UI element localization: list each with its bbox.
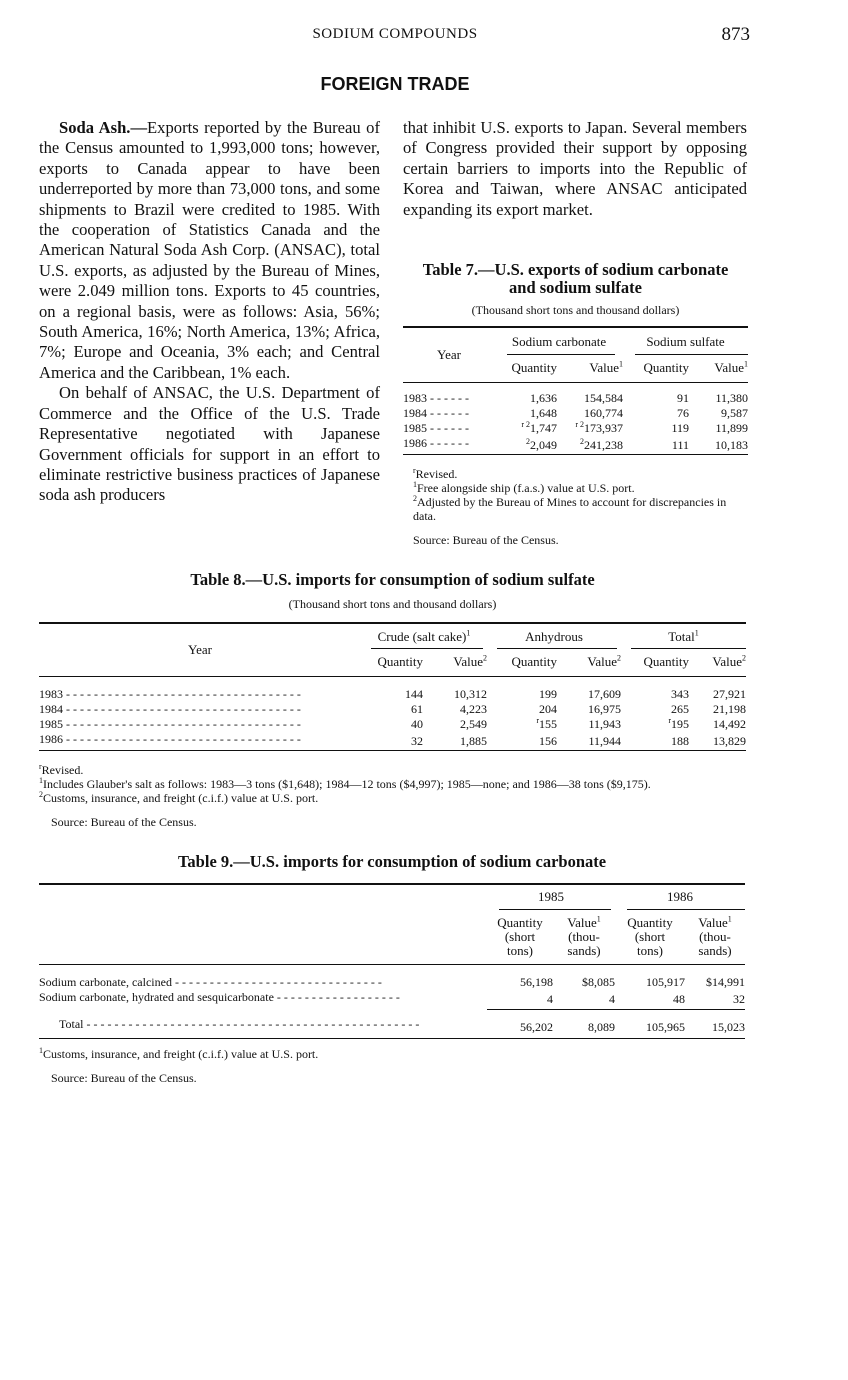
cell-ss-quantity: 76 <box>677 406 689 420</box>
table-subtitle: (Thousand short tons and thousand dollars) <box>471 303 680 317</box>
cell-1986-quantity: 48 <box>615 990 685 1009</box>
table-8 <box>39 571 746 829</box>
cell-1985-value: 8,089 <box>588 1020 615 1035</box>
note-revised: $^r$Revised. <box>39 762 84 777</box>
table-9 <box>39 853 745 1085</box>
page-number: 873 <box>721 24 750 45</box>
cell-anhydrous-value: 16,975 <box>588 702 621 716</box>
cell-anhydrous-value: 11,944 <box>588 733 621 748</box>
cell-1985-value: $8,085 <box>582 975 615 989</box>
cell-anhydrous-quantity: 204 <box>539 702 557 716</box>
col-header-quantity: Quantity (short tons) <box>627 915 673 958</box>
paragraph-ansac: On behalf of ANSAC, the U.S. Department of Commerce and the Office of the U.S. Trade Representative negotiated with Japanese Government officials for support in an effort to eliminate restrictive business practices of Japanese soda ash producers <box>39 383 380 505</box>
col-group-sodium-sulfate: Sodium sulfate <box>623 327 748 358</box>
note-2: $^2$Adjusted by the Bureau of Mines to account for discrepancies in data. <box>413 494 727 523</box>
cell-ss-value: 10,183 <box>715 437 748 452</box>
row-year: 1986 - - - - - - - - - - - - - - - - - - - - - - - - - - - - - - - - - - <box>39 732 301 746</box>
cell-anhydrous-quantity: 156 <box>539 733 557 748</box>
cell-1985-quantity: 56,198 <box>520 975 553 989</box>
cell-ss-quantity: 119 <box>671 421 689 435</box>
cell-total-quantity: 343 <box>671 687 689 701</box>
row-year: 1983 - - - - - - <box>403 391 469 405</box>
cell-total-quantity: $^r$195 <box>668 716 689 731</box>
table-notes <box>39 763 746 829</box>
col-header-quantity: Quantity (short tons) <box>497 915 543 958</box>
cell-1986-value: $14,991 <box>706 975 745 989</box>
note-1: $^1$Free alongside ship (f.a.s.) value at U.S. port. <box>413 480 635 495</box>
row-year: 1985 - - - - - - - - - - - - - - - - - - - - - - - - - - - - - - - - - - <box>39 717 301 731</box>
table-subtitle: (Thousand short tons and thousand dollars) <box>288 597 497 611</box>
col-header-value: Value$^2$ <box>587 653 621 669</box>
table-title: Table 9.—U.S. imports for consumption of sodium carbonate <box>177 852 607 871</box>
note-1: $^1$Customs, insurance, and freight (c.i.f.) value at U.S. port. <box>39 1046 319 1061</box>
run-in-heading: Soda Ash.— <box>59 118 148 137</box>
running-head: SODIUM COMPOUNDS <box>312 26 478 42</box>
row-year: 1986 - - - - - - <box>403 436 469 450</box>
table-source: Source: Bureau of the Census. <box>51 1071 197 1085</box>
table-row <box>39 687 746 702</box>
col-header-quantity: Quantity <box>643 654 689 669</box>
cell-anhydrous-value: 17,609 <box>588 687 621 701</box>
cell-sc-value: $^{r 2}$173,937 <box>575 420 623 435</box>
row-label: Sodium carbonate, calcined - - - - - - - - - - - - - - - - - - - - - - - - - - - - - - <box>39 975 382 989</box>
cell-ss-quantity: 91 <box>677 391 689 405</box>
paragraph-text: Exports reported by the Bureau of the Census amounted to 1,993,000 tons; however, exports to Canada appear to have been underreported by more than 73,000 tons, and some shipments to Brazil were credited to 1985. With the cooperation of Statistics Canada and the American Natural Soda Ash Corp. (ANSAC), total U.S. exports, as adjusted by the Bureau of Mines, were 2.049 million tons. Exports to 45 countries, on a regional basis, were as follows: Asia, 56%; South America, 16%; North America, 13%; Africa, 7%; Europe and Oceania, 3% each; and Central America and the Caribbean, 1% each. <box>39 118 380 382</box>
cell-1985-quantity: 56,202 <box>520 1020 553 1035</box>
cell-crude-value: 1,885 <box>460 733 487 748</box>
row-year: 1984 - - - - - - <box>403 406 469 420</box>
table-row-total <box>39 1009 745 1039</box>
cell-ss-value: 11,380 <box>715 391 748 405</box>
cell-1985-value: 4 <box>553 990 615 1009</box>
note-2: $^2$Customs, insurance, and freight (c.i.f.) value at U.S. port. <box>39 790 319 805</box>
cell-sc-quantity: $^{r 2}$1,747 <box>521 420 557 435</box>
cell-sc-quantity: $^2$2,049 <box>526 436 557 452</box>
cell-1986-value: 32 <box>685 990 745 1009</box>
cell-sc-value: 154,584 <box>584 391 623 405</box>
col-header-year: Year <box>39 623 361 677</box>
data-table <box>39 883 745 1039</box>
cell-total-value: 14,492 <box>713 717 746 731</box>
cell-crude-quantity: 61 <box>411 702 423 716</box>
paragraph-soda-ash <box>39 118 380 383</box>
left-text-column <box>39 118 380 506</box>
cell-total-value: 13,829 <box>713 733 746 748</box>
row-year: 1983 - - - - - - - - - - - - - - - - - - - - - - - - - - - - - - - - - - <box>39 687 301 701</box>
note-1: $^1$Includes Glauber's salt as follows: 1983—3 tons ($1,648); 1984—12 tons ($4,997); 1985—none; and 1986—38 tons ($9,175). <box>39 776 651 791</box>
paragraph-continued: that inhibit U.S. exports to Japan. Several members of Congress provided their support by opposing certain barriers to imports into the Republic of Korea and Taiwan, where ANSAC anticipated expanding its export market. <box>403 118 747 219</box>
table-title-line: Table 7.—U.S. exports of sodium carbonate <box>422 260 729 279</box>
col-group-sodium-carbonate: Sodium carbonate <box>495 327 623 358</box>
data-table <box>39 622 746 751</box>
row-label: Total - - - - - - - - - - - - - - - - - - - - - - - - - - - - - - - - - - - - - - - - - - - - - - - - <box>59 1017 420 1031</box>
data-table <box>403 326 748 455</box>
table-row <box>39 702 746 717</box>
table-title-line: and sodium sulfate <box>509 278 642 297</box>
cell-anhydrous-quantity: $^r$155 <box>536 716 557 731</box>
cell-1986-quantity: 105,917 <box>646 975 685 989</box>
col-group-total: Total$^1$ <box>621 623 746 652</box>
note-revised: $^r$Revised. <box>413 466 458 481</box>
page-header <box>0 26 848 46</box>
cell-total-quantity: 188 <box>671 733 689 748</box>
cell-1986-quantity: 105,965 <box>646 1020 685 1035</box>
table-row <box>39 975 745 990</box>
cell-anhydrous-quantity: 199 <box>539 687 557 701</box>
cell-total-value: 21,198 <box>713 702 746 716</box>
table-row <box>403 436 748 455</box>
table-notes <box>39 1047 745 1085</box>
cell-1986-value: 15,023 <box>712 1020 745 1035</box>
table-row <box>39 732 746 751</box>
cell-total-quantity: 265 <box>671 702 689 716</box>
col-header-quantity: Quantity <box>377 654 423 669</box>
table-notes <box>403 467 748 547</box>
table-title <box>403 261 748 297</box>
cell-sc-quantity: 1,648 <box>530 406 557 420</box>
cell-anhydrous-value: 11,943 <box>588 717 621 731</box>
cell-total-value: 27,921 <box>713 687 746 701</box>
col-group-1986: 1986 <box>615 884 745 913</box>
col-header-quantity: Quantity <box>511 654 557 669</box>
cell-sc-value: 160,774 <box>584 406 623 420</box>
table-row <box>403 421 748 436</box>
col-header-value: Value$^1$ <box>589 359 623 375</box>
table-title: Table 8.—U.S. imports for consumption of sodium sulfate <box>190 570 595 589</box>
table-source: Source: Bureau of the Census. <box>51 815 197 829</box>
table-row <box>39 990 745 1009</box>
col-group-anhydrous: Anhydrous <box>487 623 621 652</box>
table-source: Source: Bureau of the Census. <box>413 533 559 547</box>
col-header-value: Value$^2$ <box>712 653 746 669</box>
row-label: Sodium carbonate, hydrated and sesquicarbonate - - - - - - - - - - - - - - - - - - <box>39 990 400 1004</box>
col-group-1985: 1985 <box>487 884 615 913</box>
col-header-quantity: Quantity <box>643 360 689 375</box>
col-header-value: Value$^2$ <box>453 653 487 669</box>
cell-crude-value: 2,549 <box>460 717 487 731</box>
cell-crude-value: 10,312 <box>454 687 487 701</box>
row-year: 1984 - - - - - - - - - - - - - - - - - - - - - - - - - - - - - - - - - - <box>39 702 301 716</box>
cell-ss-value: 11,899 <box>715 421 748 435</box>
col-header-value: Value$^1$ (thou- sands) <box>567 914 601 958</box>
cell-crude-quantity: 32 <box>411 733 423 748</box>
table-row <box>39 717 746 732</box>
cell-crude-quantity: 40 <box>411 717 423 731</box>
cell-sc-value: $^2$241,238 <box>580 436 623 452</box>
col-header-year: Year <box>403 327 495 383</box>
table-7 <box>403 261 748 547</box>
cell-ss-quantity: 111 <box>671 437 689 452</box>
cell-1985-quantity: 4 <box>487 990 553 1009</box>
cell-sc-quantity: 1,636 <box>530 391 557 405</box>
col-header-quantity: Quantity <box>511 360 557 375</box>
right-text-column <box>403 118 747 220</box>
row-year: 1985 - - - - - - <box>403 421 469 435</box>
col-group-crude: Crude (salt cake)$^1$ <box>361 623 487 652</box>
cell-crude-quantity: 144 <box>405 687 423 701</box>
col-header-value: Value$^1$ (thou- sands) <box>698 914 732 958</box>
col-header-value: Value$^1$ <box>714 359 748 375</box>
table-row <box>403 391 748 406</box>
cell-crude-value: 4,223 <box>460 702 487 716</box>
table-row <box>403 406 748 421</box>
cell-ss-value: 9,587 <box>721 406 748 420</box>
section-title: FOREIGN TRADE <box>320 74 470 94</box>
